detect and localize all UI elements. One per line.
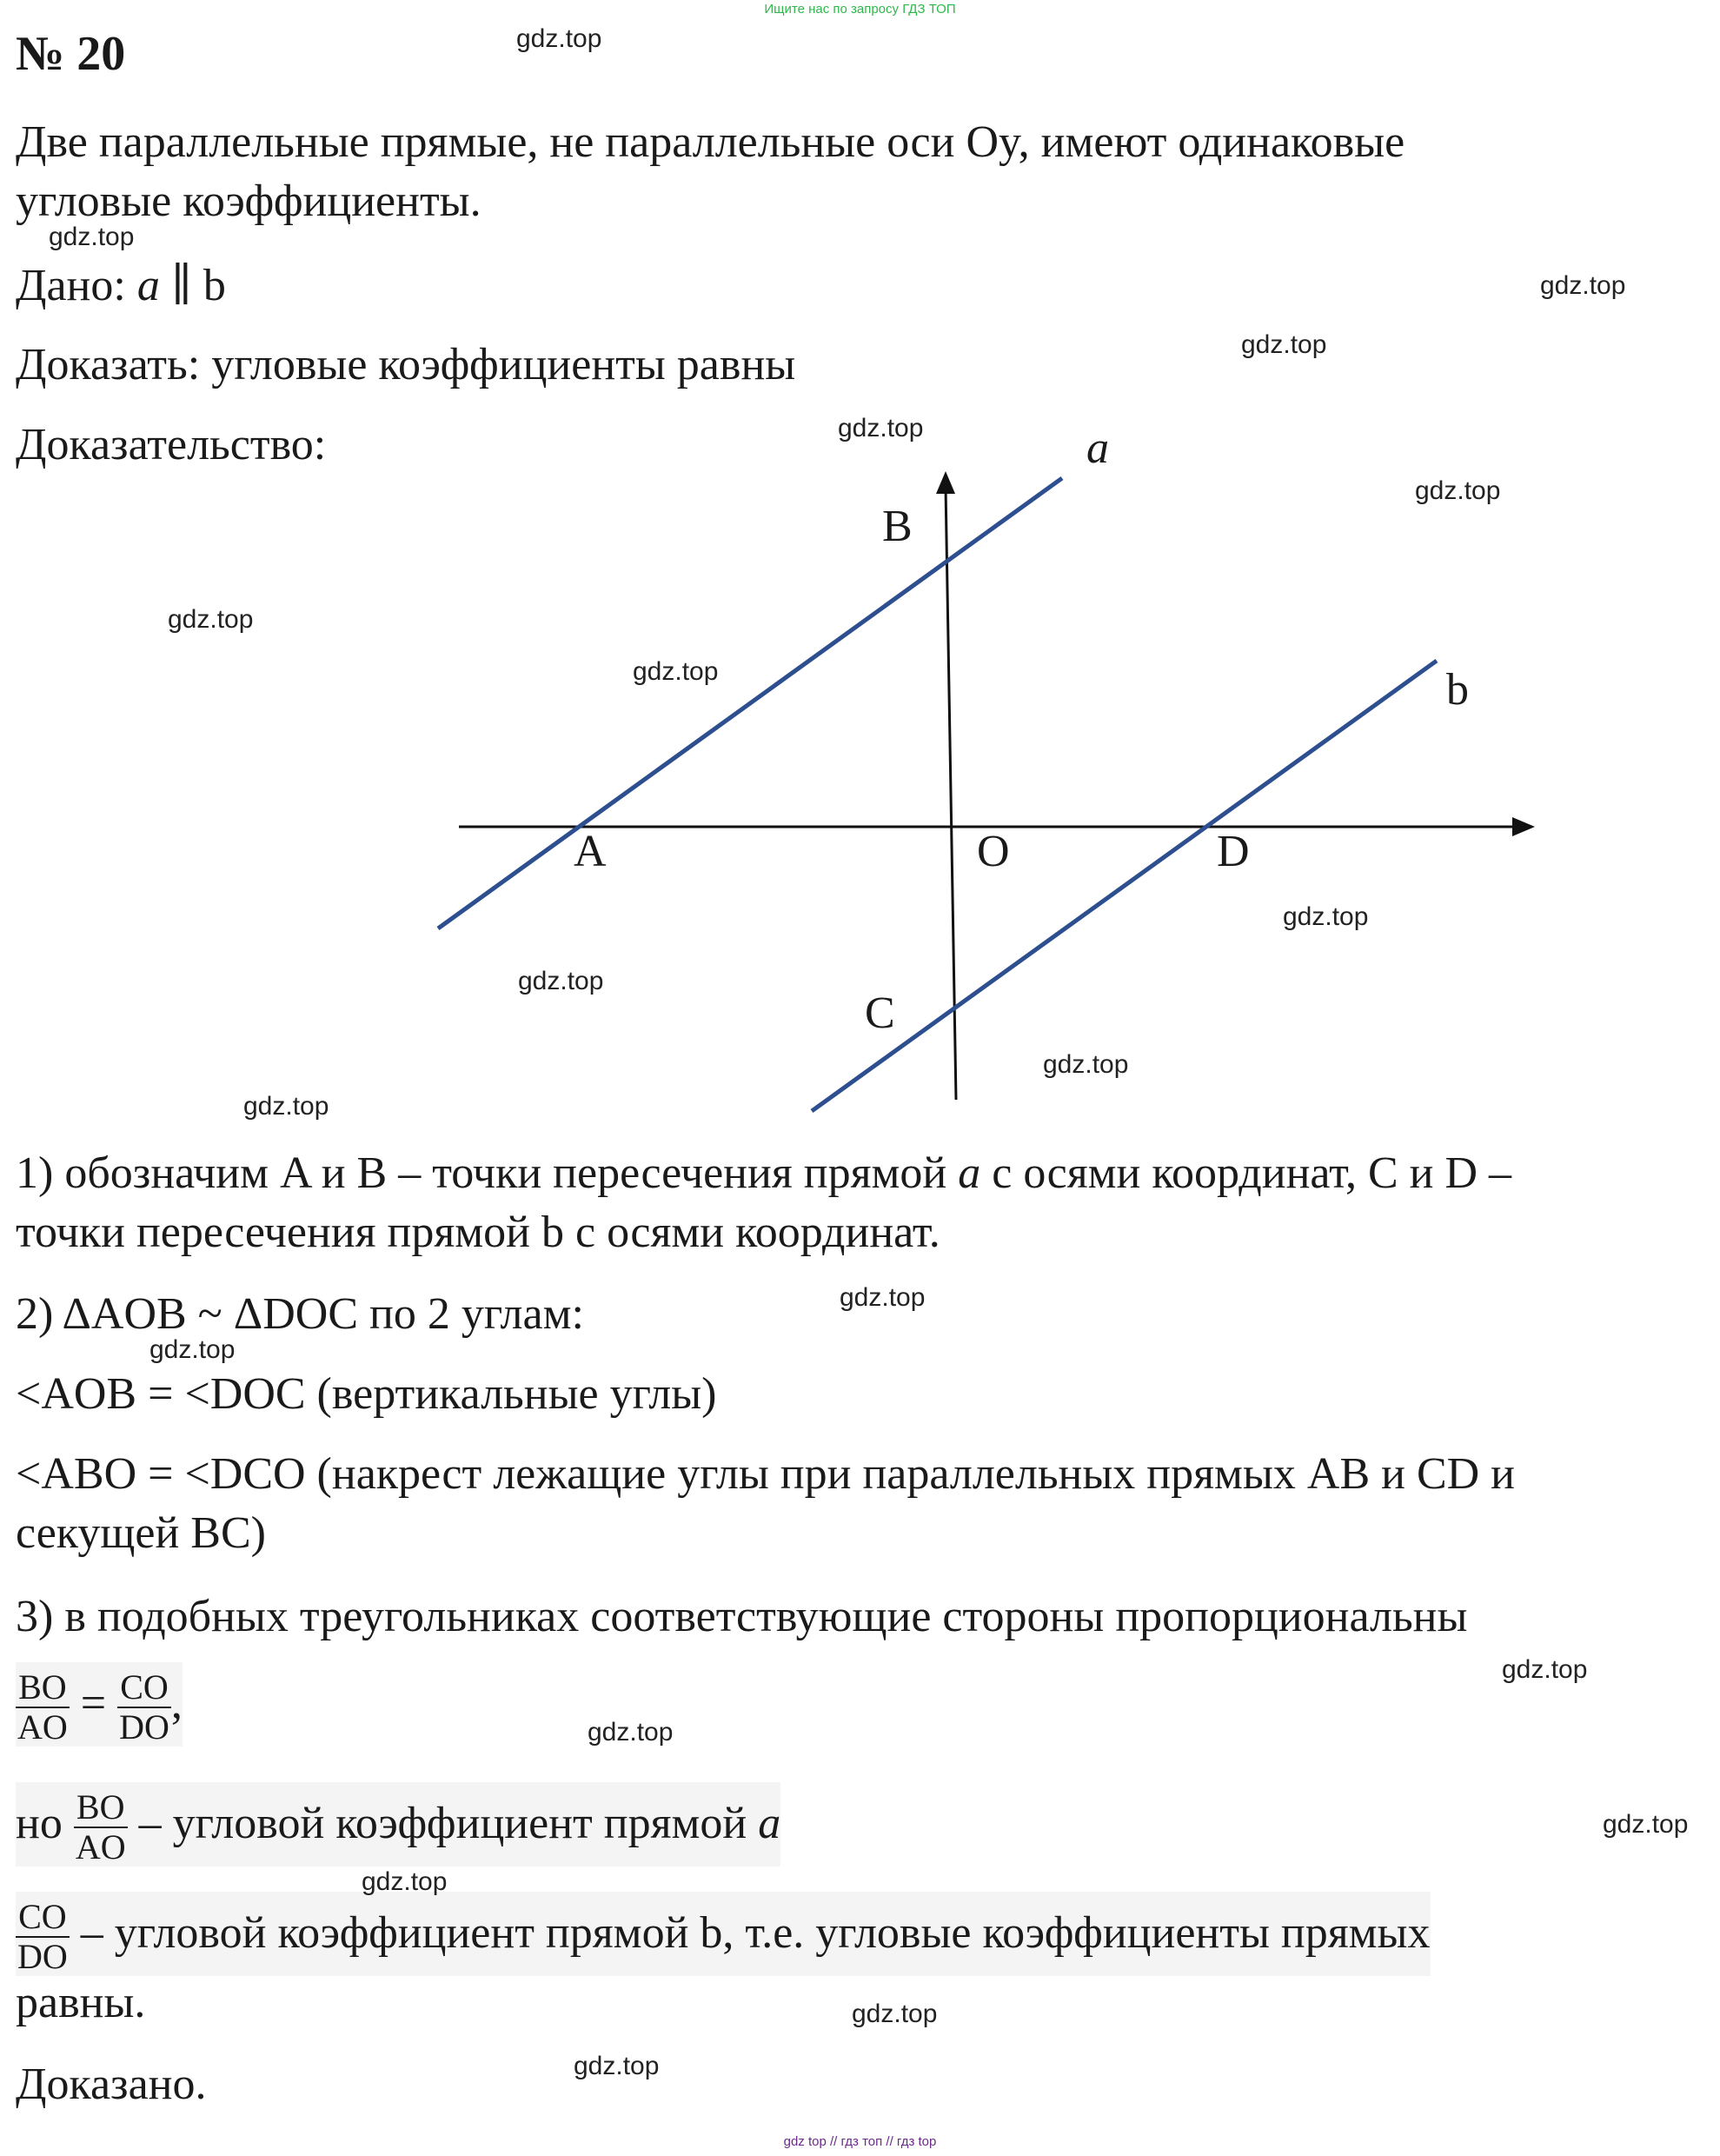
watermark: gdz.top	[149, 1335, 236, 1364]
proportion	[16, 1662, 183, 1747]
watermark: gdz.top	[1283, 902, 1369, 931]
fraction-numerator: BO	[74, 1788, 128, 1828]
fraction-numerator: CO	[117, 1668, 171, 1708]
fraction-co-do-2	[16, 1898, 70, 1976]
fraction-bo-ao-2	[74, 1788, 128, 1867]
proof-heading: Доказательство:	[16, 420, 327, 469]
watermark: gdz.top	[588, 1718, 674, 1747]
step-1-line-2: точки пересечения прямой b с осями координат.	[16, 1208, 940, 1257]
y-axis-arrow	[936, 471, 955, 494]
slope-b-line	[16, 1892, 1431, 1976]
step-1-a: a	[958, 1148, 981, 1198]
x-axis-arrow	[1512, 817, 1535, 836]
watermark: gdz.top	[574, 2052, 660, 2080]
statement-line-2: угловые коэффициенты.	[16, 176, 481, 226]
statement-line-1: Две параллельные прямые, не параллельные оси Oy, имеют одинаковые	[16, 117, 1405, 167]
watermark: gdz.top	[633, 657, 719, 686]
label-B: B	[882, 502, 913, 551]
fraction-bo-ao	[16, 1668, 70, 1747]
task-number: № 20	[16, 27, 126, 81]
line-b	[812, 661, 1437, 1111]
fraction-denominator: DO	[119, 1707, 169, 1747]
slope-a-text: – угловой коэффициент прямой	[127, 1799, 759, 1848]
watermark: gdz.top	[243, 1092, 329, 1121]
top-banner[interactable]: Ищите нас по запросу ГДЗ ТОП	[764, 2, 956, 17]
equals-sign: =	[69, 1679, 118, 1728]
watermark: gdz.top	[840, 1283, 926, 1312]
watermark: gdz.top	[518, 967, 604, 995]
slope-b-text: – угловой коэффициент прямой b, т.е. угловые коэффициенты прямых	[69, 1908, 1431, 1958]
given-a: a	[136, 261, 160, 310]
bottom-banner[interactable]: gdz top // гдз топ // гдз top	[783, 2134, 937, 2149]
label-C: C	[865, 988, 895, 1038]
comma: ,	[170, 1679, 183, 1728]
step-2: 2) ΔAOB ~ ΔDOC по 2 углам:	[16, 1289, 584, 1339]
label-D: D	[1217, 827, 1250, 876]
fraction-denominator: AO	[75, 1827, 126, 1867]
step-1-line-1	[16, 1144, 1511, 1203]
watermark: gdz.top	[1603, 1810, 1689, 1839]
watermark: gdz.top	[1415, 476, 1501, 505]
label-A: A	[574, 827, 607, 876]
proven: Доказано.	[16, 2060, 207, 2109]
watermark: gdz.top	[516, 24, 602, 53]
label-O: O	[977, 827, 1010, 876]
fraction-numerator: BO	[16, 1668, 70, 1708]
given-rest: ∥ b	[159, 261, 226, 310]
step-1-pre: 1) обозначим A и B – точки пересечения прямой	[16, 1148, 959, 1198]
fraction-denominator: AO	[17, 1707, 68, 1747]
equal-word: равны.	[16, 1978, 146, 2027]
watermark: gdz.top	[1540, 271, 1626, 300]
watermark: gdz.top	[168, 605, 254, 634]
slope-a-line	[16, 1782, 780, 1867]
fraction-co-do	[117, 1668, 171, 1747]
fraction-numerator: CO	[16, 1898, 70, 1938]
label-b: b	[1446, 665, 1469, 715]
line-a	[438, 478, 1062, 928]
watermark: gdz.top	[362, 1867, 448, 1896]
slope-a-var: a	[758, 1799, 781, 1848]
angle-equality-2-line-1: <ABO = <DCO (накрест лежащие углы при параллельных прямых AB и CD и	[16, 1449, 1516, 1499]
but-word: но	[16, 1799, 74, 1848]
given-label: Дано:	[16, 261, 137, 310]
angle-equality-1: <AOB = <DOC (вертикальные углы)	[16, 1369, 717, 1419]
label-a: a	[1086, 423, 1109, 473]
watermark: gdz.top	[1241, 330, 1327, 359]
watermark: gdz.top	[1043, 1050, 1129, 1079]
watermark: gdz.top	[49, 223, 135, 251]
step-3: 3) в подобных треугольниках соответствующие стороны пропорциональны	[16, 1592, 1468, 1641]
angle-equality-2-line-2: секущей BC)	[16, 1508, 266, 1558]
step-1-post: с осями координат, C и D –	[980, 1148, 1512, 1198]
watermark: gdz.top	[852, 2000, 938, 2028]
fraction-denominator: DO	[17, 1937, 68, 1977]
watermark: gdz.top	[838, 414, 924, 443]
watermark: gdz.top	[1502, 1655, 1588, 1684]
prove-statement: Доказать: угловые коэффициенты равны	[16, 340, 796, 389]
